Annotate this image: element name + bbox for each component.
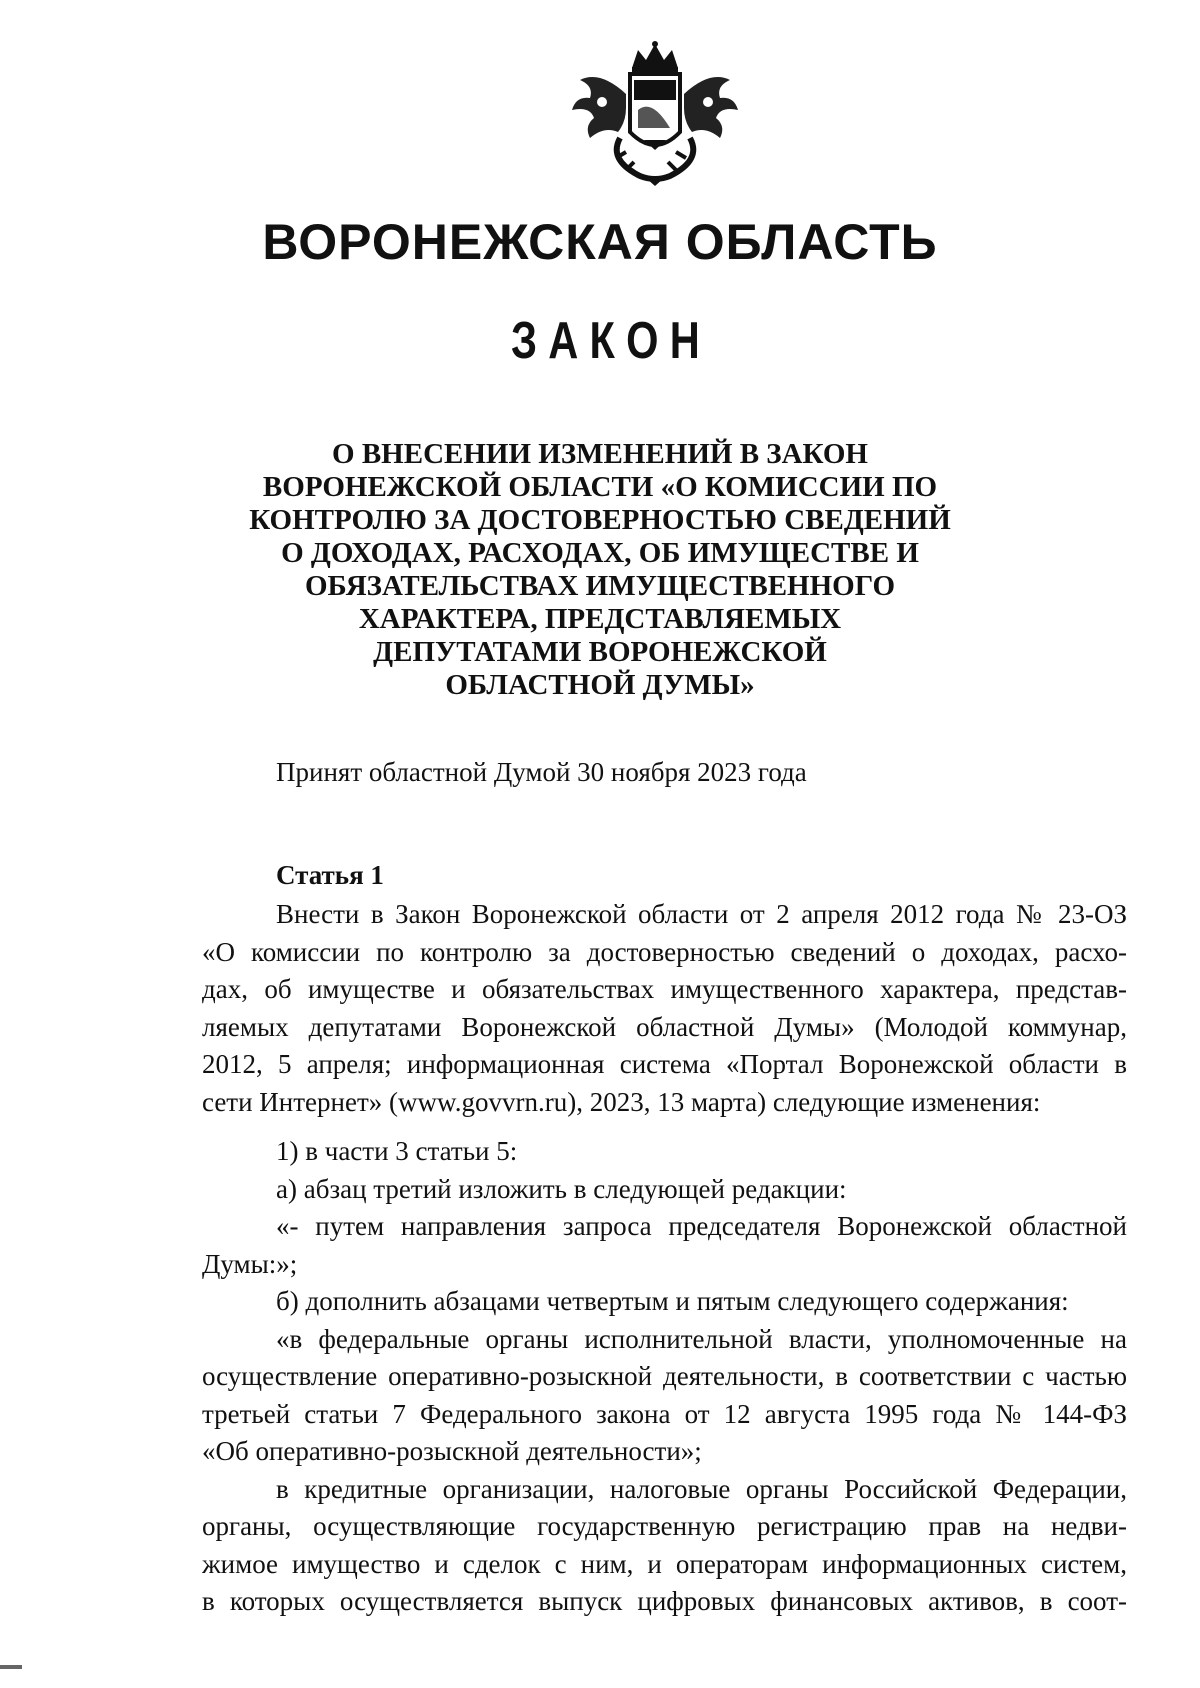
body-line: 2012, 5 апреля; информационная система «Портал Воронежской области в (202, 1049, 1127, 1079)
body-line: третьей статьи 7 Федерального закона от 12 августа 1995 года № 144-ФЗ (202, 1398, 1127, 1429)
body-line: органы, осуществляющие государственную регистрацию прав на недви- (202, 1511, 1127, 1541)
body-line: в которых осуществляется выпуск цифровых финансовых активов, в соот- (202, 1586, 1127, 1616)
title-line: ДЕПУТАТАМИ ВОРОНЕЖСКОЙ (373, 636, 827, 668)
title-line: О ДОХОДАХ, РАСХОДАХ, ОБ ИМУЩЕСТВЕ И (281, 537, 919, 569)
body-line: ляемых депутатами Воронежской областной Думы» (Молодой коммунар, (202, 1011, 1127, 1042)
scan-margin-mark (0, 1665, 22, 1669)
body-line: «Об оперативно-розыскной деятельности»; (202, 1436, 702, 1466)
body-line: б) дополнить абзацами четвертым и пятым следующего содержания: (276, 1286, 1069, 1316)
article-heading: Статья 1 (276, 860, 384, 890)
body-line: 1) в части 3 статьи 5: (276, 1136, 518, 1166)
document-type-heading: ЗАКОН (511, 312, 711, 370)
body-line: в кредитные организации, налоговые органы Российской Федерации, (276, 1473, 1127, 1504)
body-line: сети Интернет» (www.govvrn.ru), 2023, 13 марта) следующие изменения: (202, 1086, 1041, 1117)
body-line: «- путем направления запроса председателя Воронежской областной (276, 1211, 1127, 1241)
coat-of-arms (560, 40, 750, 188)
body-line: Думы:»; (202, 1248, 298, 1279)
body-line: «О комиссии по контролю за достоверностью сведений о доходах, расхо- (202, 936, 1127, 967)
title-line: ОБЯЗАТЕЛЬСТВАХ ИМУЩЕСТВЕННОГО (304, 570, 896, 602)
title-line: ОБЛАСТНОЙ ДУМЫ» (445, 669, 755, 701)
body-line: Внести в Закон Воронежской области от 2 апреля 2012 года № 23-ОЗ (276, 899, 1127, 929)
title-line: КОНТРОЛЮ ЗА ДОСТОВЕРНОСТЬЮ СВЕДЕНИЙ (249, 504, 951, 536)
body-line: осуществление оперативно-розыскной деятельности, в соответствии с частью (202, 1361, 1127, 1391)
title-line: ВОРОНЕЖСКОЙ ОБЛАСТИ «О КОМИССИИ ПО (262, 471, 938, 503)
body-line: а) абзац третий изложить в следующей редакции: (276, 1173, 847, 1204)
title-line: ХАРАКТЕРА, ПРЕДСТАВЛЯЕМЫХ (358, 603, 842, 635)
voronezh-coat-of-arms-icon (560, 40, 750, 188)
body-line: жимое имущество и сделок с ним, и операторам информационных систем, (202, 1548, 1127, 1579)
region-heading: ВОРОНЕЖСКАЯ ОБЛАСТЬ (262, 214, 938, 270)
body-line: дах, об имуществе и обязательствах имущественного характера, представ- (202, 974, 1127, 1004)
body-line: «в федеральные органы исполнительной власти, уполномоченные на (276, 1323, 1127, 1354)
adoption-date: Принят областной Думой 30 ноября 2023 года (276, 757, 807, 787)
title-line: О ВНЕСЕНИИ ИЗМЕНЕНИЙ В ЗАКОН (332, 438, 868, 470)
law-title (0, 438, 1200, 702)
article-body (202, 896, 1127, 1621)
